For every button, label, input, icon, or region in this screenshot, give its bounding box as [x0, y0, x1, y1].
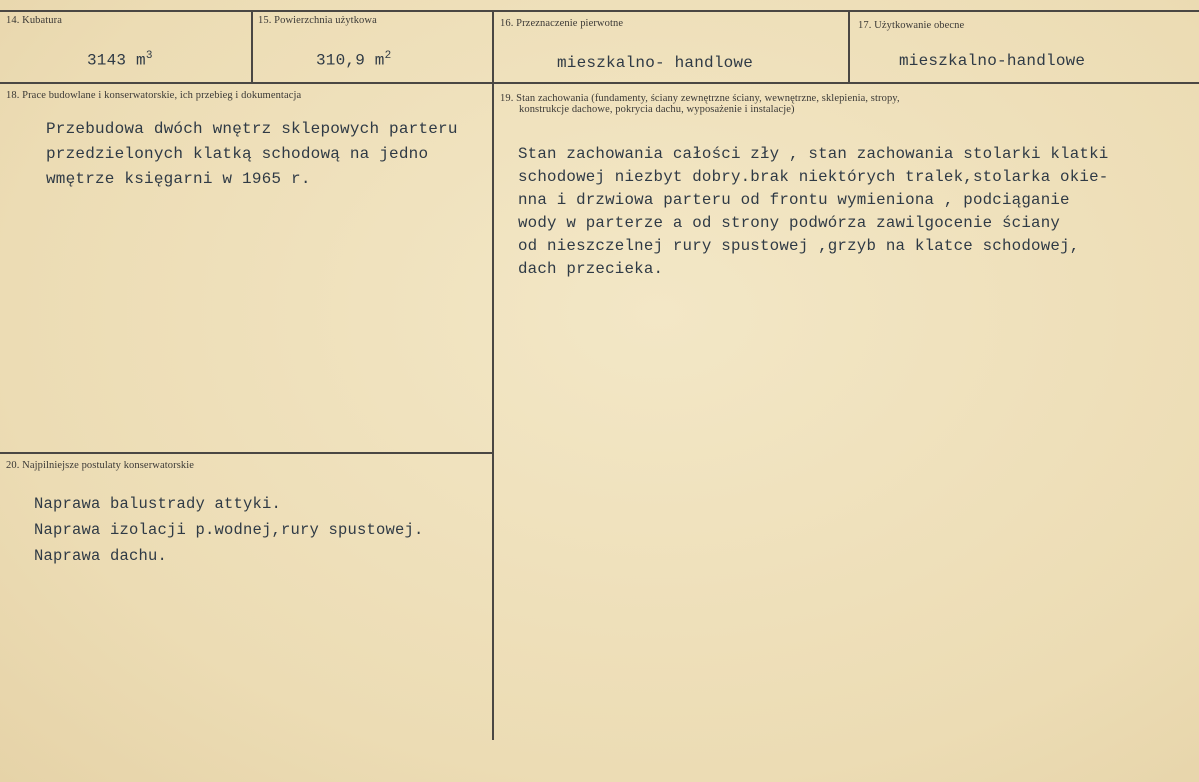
kubatura-unit-exponent: 3: [145, 50, 153, 62]
uzytkowanie-label: 17. Użytkowanie obecne: [858, 20, 965, 31]
uzytkowanie-value: mieszkalno-handlowe: [899, 52, 1086, 70]
stan-line: od nieszczelnej rury spustowej ,grzyb na klatce schodowej,: [518, 237, 1080, 255]
powierzchnia-unit-exponent: 2: [384, 50, 392, 62]
stan-label-line: konstrukcje dachowe, pokrycia dachu, wyposażenie i instalacje): [519, 104, 795, 115]
divider-14-15: [251, 10, 253, 83]
divider-16-17: [848, 10, 850, 83]
stan-label: [500, 93, 900, 115]
postulaty-line: Naprawa dachu.: [34, 547, 168, 565]
stan-text: [518, 143, 1108, 281]
prace-text: [46, 117, 458, 192]
postulaty-line: Naprawa balustrady attyki.: [34, 495, 282, 513]
powierzchnia-value: 310,9 $m^2$: [316, 50, 392, 70]
postulaty-line: Naprawa izolacji p.wodnej,rury spustowej.: [34, 521, 424, 539]
przeznaczenie-label: 16. Przeznaczenie pierwotne: [500, 18, 624, 29]
stan-line: dach przecieka.: [518, 260, 664, 278]
prace-line: Przebudowa dwóch wnętrz sklepowych parteru: [46, 120, 458, 138]
kubatura-value: 3143 $m^3$: [87, 50, 153, 70]
stan-line: Stan zachowania całości zły , stan zachowania stolarki klatki: [518, 145, 1109, 163]
powierzchnia-label: 15. Powierzchnia użytkowa: [258, 15, 377, 26]
prace-line: wmętrze księgarni w 1965 r.: [46, 170, 311, 188]
stan-line: schodowej niezbyt dobry.brak niektórych tralek,stolarka okie-: [518, 168, 1109, 186]
postulaty-label: 20. Najpilniejsze postulaty konserwatorskie: [6, 460, 195, 471]
stan-line: wody w parterze a od strony podwórza zawilgocenie ściany: [518, 214, 1061, 232]
stan-label-line: 19. Stan zachowania (fundamenty, ściany zewnętrzne ściany, wewnętrzne, sklepienia, stropy,: [500, 93, 900, 104]
przeznaczenie-value: mieszkalno- handlowe: [557, 54, 754, 72]
stan-line: nna i drzwiowa parteru od frontu wymieniona , podciąganie: [518, 191, 1070, 209]
section18-bottom-border: [0, 452, 492, 454]
row1-bottom-border: [0, 82, 1199, 84]
kubatura-label: 14. Kubatura: [6, 15, 63, 26]
divider-15-16: [492, 10, 494, 740]
postulaty-text: [34, 491, 424, 569]
top-border: [0, 10, 1199, 12]
prace-line: przedzielonych klatką schodową na jedno: [46, 145, 429, 163]
prace-label: 18. Prace budowlane i konserwatorskie, ich przebieg i dokumentacja: [6, 90, 302, 101]
